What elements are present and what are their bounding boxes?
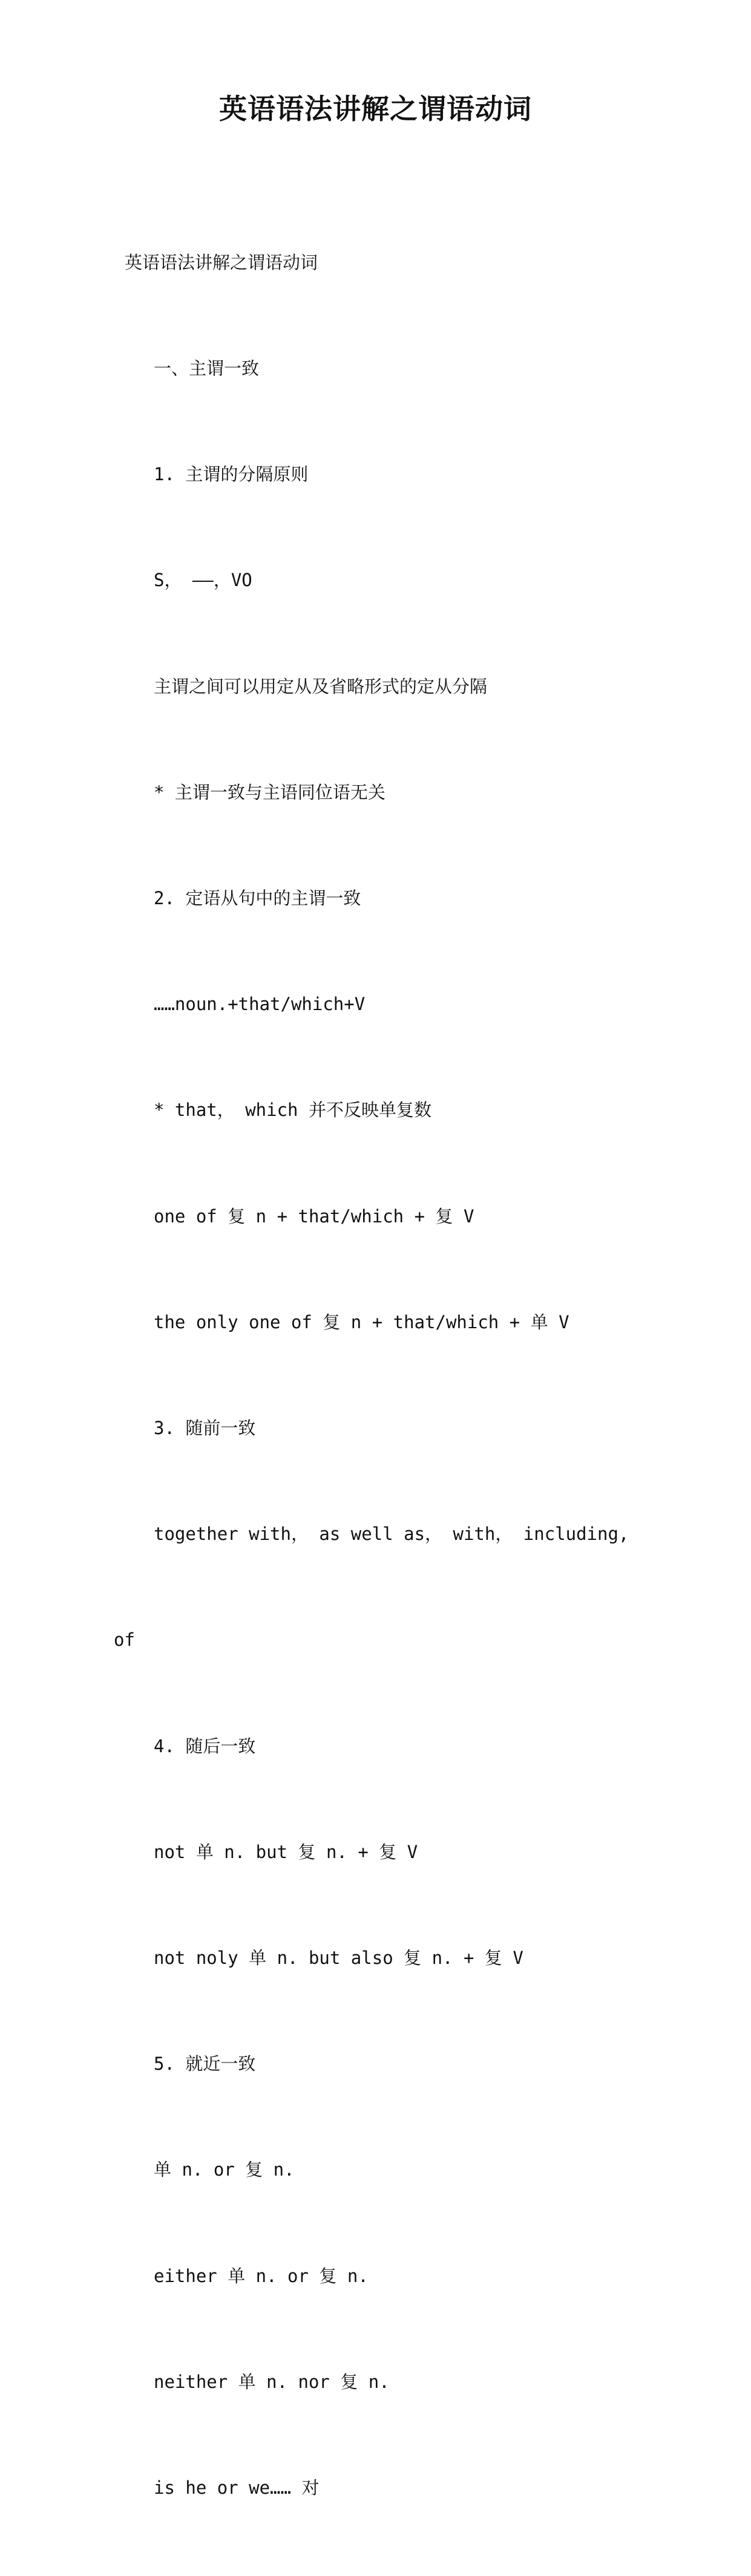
body-line: not noly 单 n. but also 复 n. + 复 V [154,1948,523,1969]
subsection-heading: 1. 主谓的分隔原则 [154,464,309,485]
body-line: is he or we…… 对 [154,2477,320,2499]
note-line: * 主谓一致与主语同位语无关 [154,781,385,803]
section-heading: 一、主谓一致 [154,358,260,379]
body-line: 英语语法讲解之谓语动词 [125,252,318,273]
subsection-heading: 4. 随后一致 [154,1735,256,1756]
body-line: S， ——，VO [154,570,252,591]
body-line: one of 复 n + that/which + 复 V [154,1205,474,1227]
body-line: either 单 n. or 复 n. [154,2265,369,2286]
document-title: 英语语法讲解之谓语动词 [219,93,532,125]
body-line: the only one of 复 n + that/which + 单 V [154,1311,569,1332]
subsection-heading: 2. 定语从句中的主谓一致 [154,888,361,909]
body-line: ……noun.+that/which+V [154,994,366,1015]
body-line-wrap: of [114,1629,135,1651]
subsection-heading: 3. 随前一致 [154,1418,256,1439]
body-line: not 单 n. but 复 n. + 复 V [154,1841,418,1862]
body-line: neither 单 n. nor 复 n. [154,2371,390,2392]
note-line: * that， which 并不反映单复数 [154,1100,431,1121]
body-line: 单 n. or 复 n. [154,2159,295,2180]
document-body [114,174,634,2576]
body-line: 主谓之间可以用定从及省略形式的定从分隔 [154,676,488,697]
subsection-heading: 5. 就近一致 [154,2053,256,2075]
body-line: together with， as well as， with， including, [154,1524,629,1545]
